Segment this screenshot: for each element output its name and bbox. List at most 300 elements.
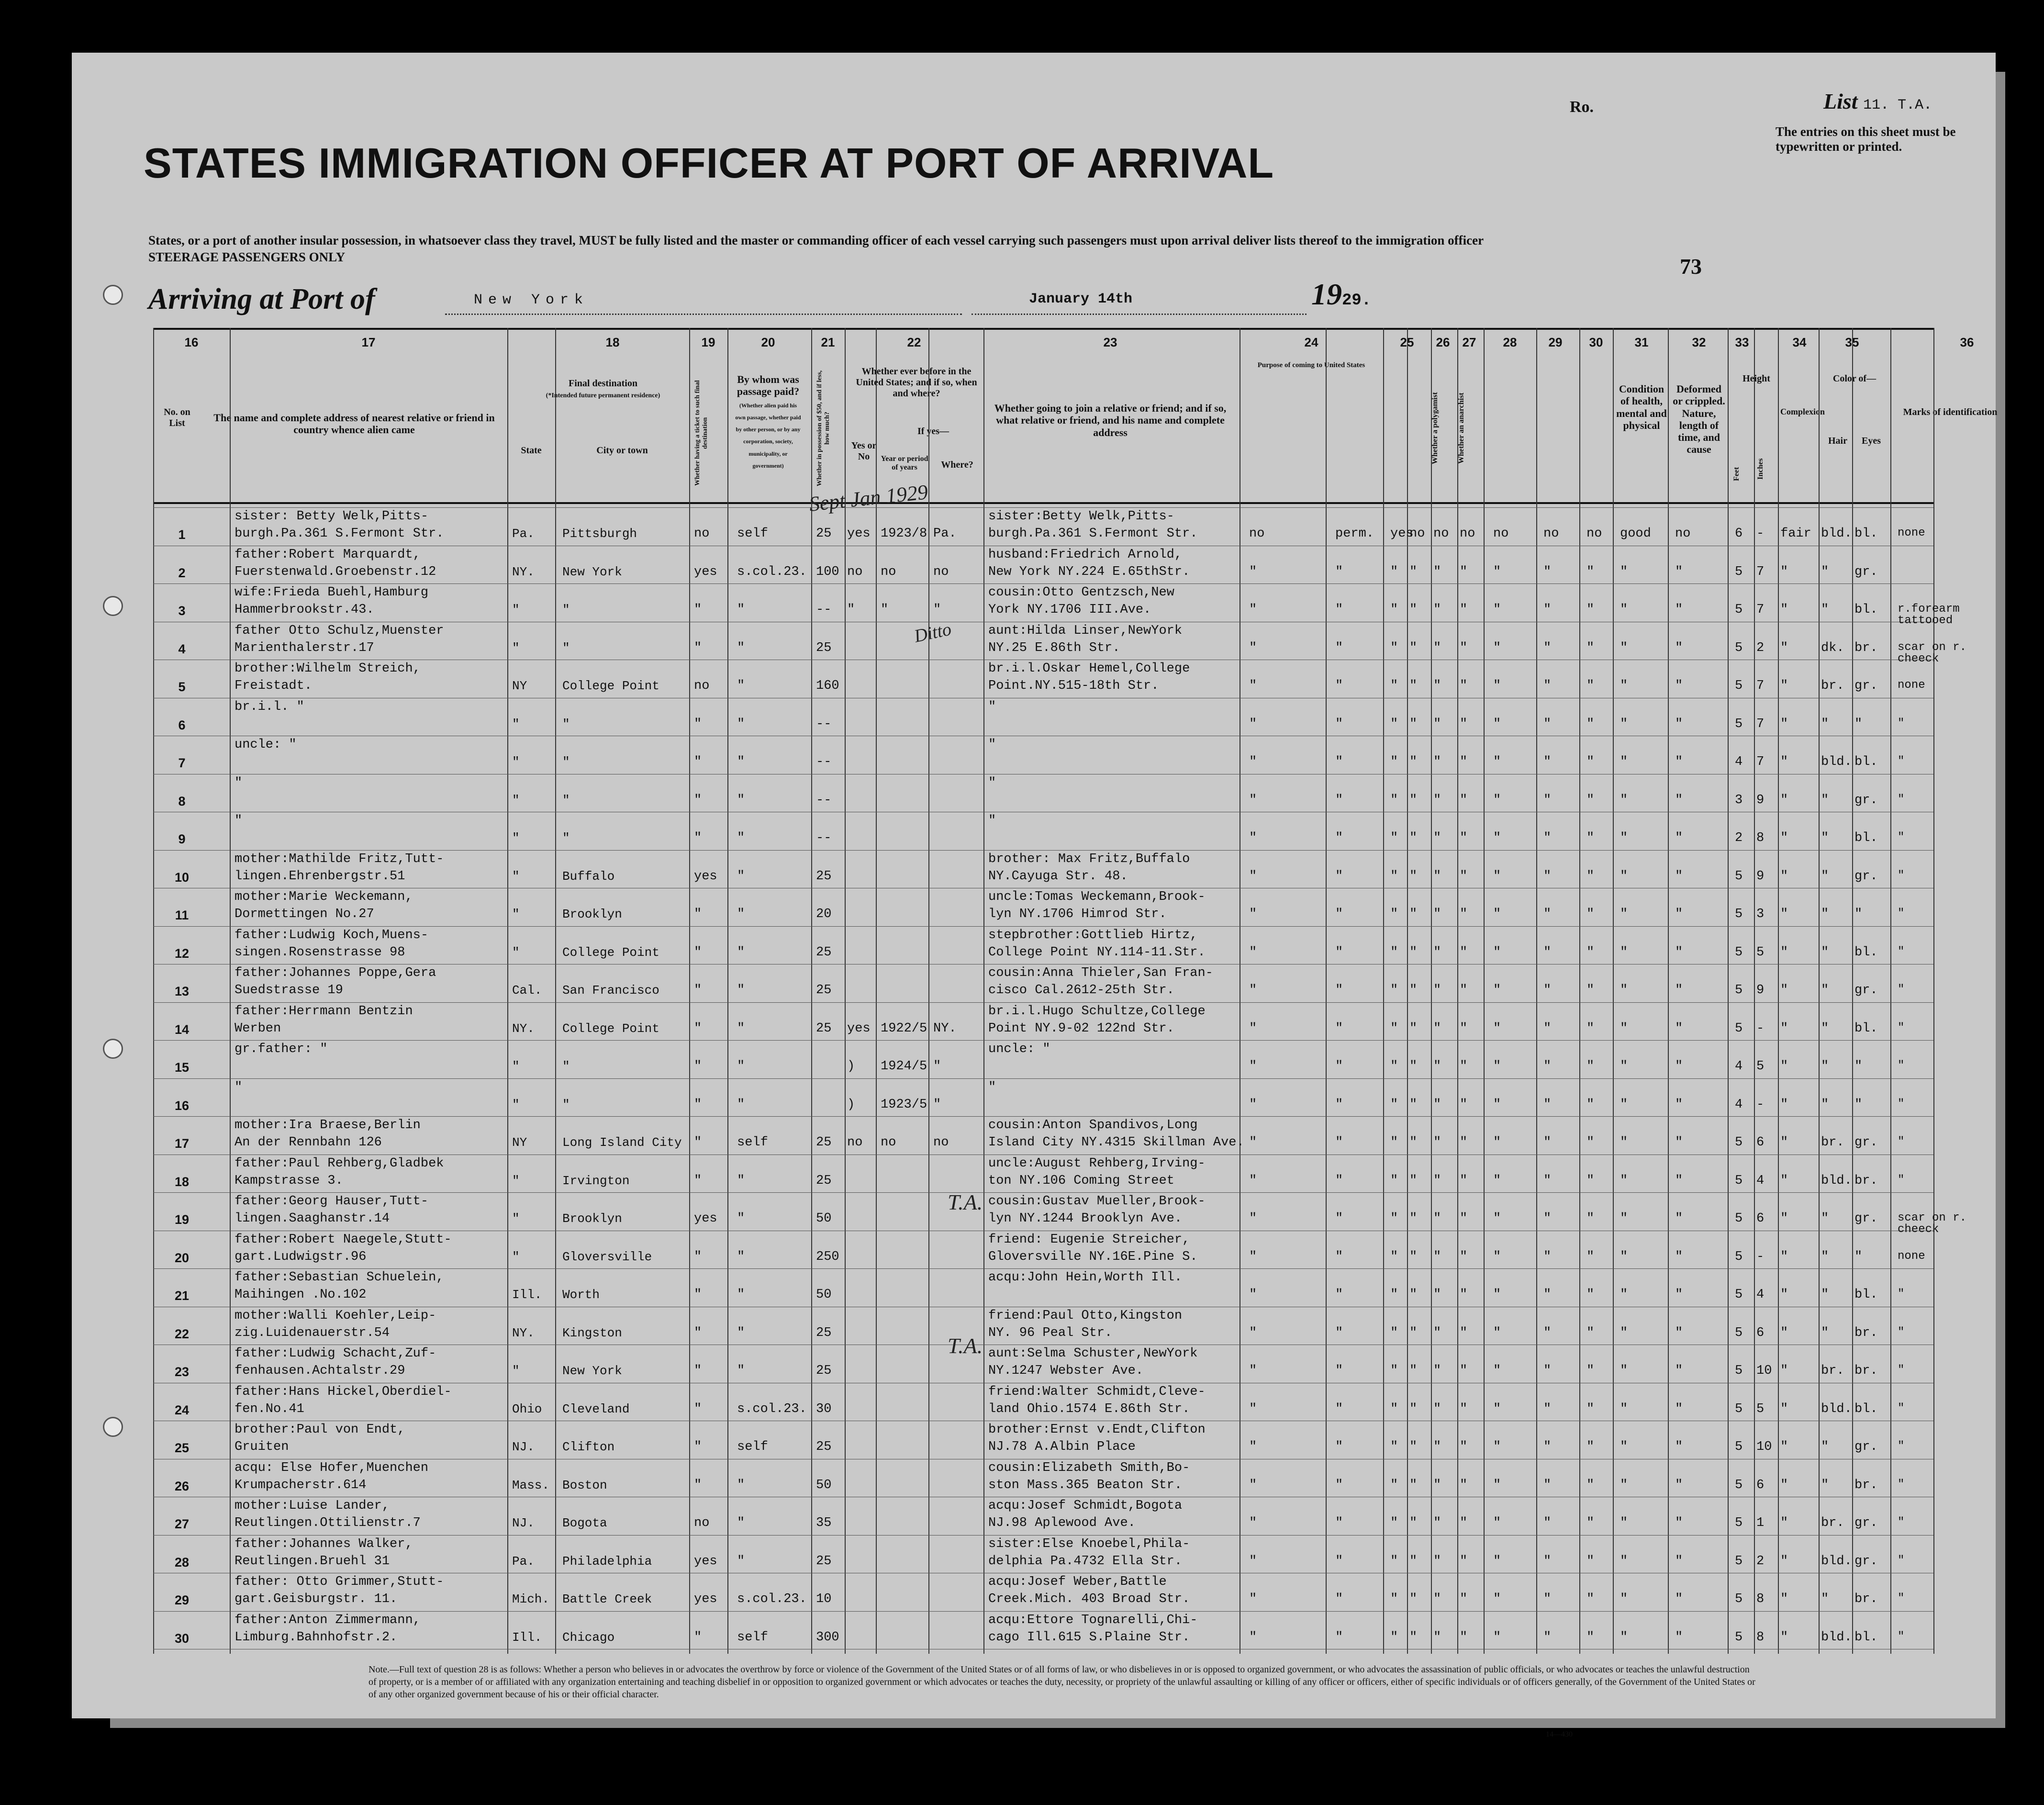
cell-hair: "	[1821, 603, 1829, 617]
cell-length: "	[1335, 717, 1343, 731]
cell-hair: "	[1821, 564, 1829, 579]
cell-eyes: "	[1854, 1059, 1863, 1074]
row-rule	[153, 926, 1933, 927]
cell-length: "	[1335, 945, 1343, 960]
cell-join1: br.i.l.Oskar Hemel,College	[988, 661, 1190, 676]
cell-in: 8	[1756, 1630, 1765, 1645]
cell-c30: "	[1586, 679, 1595, 693]
cell-purpose: no	[1249, 527, 1265, 541]
cell-city: New York	[562, 564, 622, 579]
cell-c26: "	[1433, 1211, 1441, 1226]
cell-join1: cousin:Anton Spandivos,Long	[988, 1118, 1198, 1132]
cell-ticket: yes	[694, 564, 717, 579]
column-rule	[1579, 328, 1580, 1654]
binder-hole	[103, 1417, 123, 1437]
cell-before: no	[847, 564, 863, 579]
cell-citizen: "	[1390, 1288, 1398, 1302]
cell-health: "	[1620, 1059, 1628, 1074]
cell-c29: "	[1543, 1288, 1552, 1302]
row-number: 9	[178, 832, 186, 846]
cell-length: "	[1335, 679, 1343, 693]
cell-money: --	[816, 793, 832, 807]
cell-deformed: "	[1675, 1059, 1683, 1074]
cell-deformed: no	[1675, 527, 1691, 541]
cell-hair: "	[1821, 1440, 1829, 1454]
column-number: 35	[1845, 335, 1859, 349]
cell-c25: "	[1409, 907, 1418, 921]
cell-ft: 3	[1735, 793, 1743, 807]
column-rule	[1431, 328, 1432, 1654]
col-before-us: Whether ever before in the United States; and if so, when and where?	[856, 366, 977, 399]
cell-deformed: "	[1675, 1288, 1683, 1302]
cell-money: 250	[816, 1249, 839, 1264]
cell-ft: 5	[1735, 640, 1743, 655]
cell-before: )	[847, 1097, 855, 1112]
cell-join2: Creek.Mich. 403 Broad Str.	[988, 1592, 1190, 1606]
cell-health: "	[1620, 1211, 1628, 1226]
cell-health: "	[1620, 717, 1628, 731]
cell-join2: burgh.Pa.361 S.Fermont Str.	[988, 527, 1198, 541]
cell-eyes: bl.	[1854, 831, 1878, 845]
cell-c30: "	[1586, 1097, 1595, 1112]
column-rule	[1613, 328, 1614, 1654]
cell-length: "	[1335, 640, 1343, 655]
cell-c27: "	[1460, 1364, 1468, 1378]
cell-health: "	[1620, 755, 1628, 769]
cell-health: "	[1620, 869, 1628, 884]
cell-city: Pittsburgh	[562, 527, 637, 541]
cell-state: NY	[512, 679, 527, 693]
cell-ticket: "	[694, 1059, 702, 1074]
cell-before: no	[847, 1135, 863, 1150]
cell-c26: "	[1433, 1630, 1441, 1645]
cell-deformed: "	[1675, 1440, 1683, 1454]
steerage-label: STEERAGE PASSENGERS ONLY	[148, 250, 346, 265]
cell-length: "	[1335, 1211, 1343, 1226]
cell-length: "	[1335, 1059, 1343, 1074]
cell-ft: 5	[1735, 1630, 1743, 1645]
cell-marks: "	[1898, 831, 1905, 844]
row-number: 7	[178, 756, 186, 770]
row-rule	[153, 1116, 1933, 1117]
cell-join1: sister:Else Knoebel,Phila-	[988, 1536, 1190, 1551]
cell-purpose: "	[1249, 1630, 1257, 1645]
cell-ticket: "	[694, 1364, 702, 1378]
cell-in: 10	[1756, 1440, 1772, 1454]
cell-join1: husband:Friedrich Arnold,	[988, 547, 1183, 562]
cell-rel2: lingen.Ehrenbergstr.51	[235, 869, 405, 884]
cell-where: "	[933, 1059, 941, 1074]
column-rule	[928, 328, 929, 1654]
cell-city: Long Island City	[562, 1135, 682, 1150]
col-final-destination: Final destination (*Intended future permanent residence)	[546, 378, 660, 399]
cell-c25: "	[1409, 1059, 1418, 1074]
cell-paid: self	[737, 527, 768, 541]
cell-c27: "	[1460, 1478, 1468, 1492]
cell-c30: "	[1586, 603, 1595, 617]
cell-length: "	[1335, 1364, 1343, 1378]
cell-rel2: Werben	[235, 1021, 281, 1036]
cell-c29: "	[1543, 869, 1552, 884]
cell-c27: "	[1460, 755, 1468, 769]
cell-city: San Francisco	[562, 983, 659, 998]
col-joining: Whether going to join a relative or friend; and if so, what relative or friend, and his name and complete address	[994, 402, 1227, 438]
cell-marks: "	[1898, 1630, 1905, 1643]
cell-citizen: "	[1390, 945, 1398, 960]
row-number: 26	[174, 1479, 190, 1493]
cell-hair: br.	[1821, 1364, 1844, 1378]
cell-ft: 5	[1735, 717, 1743, 731]
cell-purpose: "	[1249, 945, 1257, 960]
cell-city: Worth	[562, 1288, 600, 1302]
row-rule	[153, 1192, 1933, 1193]
cell-join2: Point.NY.515-18th Str.	[988, 679, 1159, 693]
cell-c25: "	[1409, 1325, 1418, 1340]
cell-rel1: father:Anton Zimmermann,	[235, 1613, 421, 1627]
cell-state: NJ.	[512, 1440, 535, 1454]
cell-paid: "	[737, 1364, 745, 1378]
cell-where: NY.	[933, 1021, 957, 1036]
cell-cx: fair	[1780, 527, 1811, 541]
cell-cx: "	[1780, 1592, 1788, 1606]
cell-length: "	[1335, 1288, 1343, 1302]
cell-c28: "	[1493, 679, 1501, 693]
cell-eyes: bl.	[1854, 1401, 1878, 1416]
cell-join1: friend: Eugenie Streicher,	[988, 1232, 1190, 1247]
cell-marks: "	[1898, 1325, 1905, 1339]
column-rule	[845, 328, 846, 1654]
cell-health: "	[1620, 603, 1628, 617]
cell-citizen: "	[1390, 1249, 1398, 1264]
cell-c29: "	[1543, 793, 1552, 807]
cell-city: "	[562, 793, 570, 807]
cell-rel1: father:Robert Marquardt,	[235, 547, 421, 562]
binder-hole	[103, 1039, 123, 1059]
cell-in: 5	[1756, 1401, 1765, 1416]
cell-rel2: Kampstrasse 3.	[235, 1173, 343, 1188]
cell-c27: no	[1460, 527, 1475, 541]
cell-c28: "	[1493, 1592, 1501, 1606]
cell-rel2: zig.Luidenauerstr.54	[235, 1325, 390, 1340]
cell-state: NY.	[512, 564, 535, 579]
row-number: 4	[178, 641, 186, 656]
cell-c26: "	[1433, 793, 1441, 807]
cell-c26: "	[1433, 1249, 1441, 1264]
cell-ticket: no	[694, 527, 710, 541]
col-polygamist: Whether a polygamist	[1431, 392, 1439, 465]
cell-c25: "	[1409, 1097, 1418, 1112]
row-rule	[153, 1040, 1933, 1041]
cell-state: Pa.	[512, 1554, 535, 1569]
cell-eyes: gr.	[1854, 983, 1878, 998]
cell-cx: "	[1780, 1325, 1788, 1340]
cell-length: "	[1335, 564, 1343, 579]
cell-c30: "	[1586, 1173, 1595, 1188]
col-where: Where?	[941, 460, 973, 470]
cell-eyes: bl.	[1854, 1021, 1878, 1036]
cell-c25: "	[1409, 1516, 1418, 1530]
cell-ft: 5	[1735, 1173, 1743, 1188]
row-rule	[153, 1611, 1933, 1612]
cell-c29: "	[1543, 1211, 1552, 1226]
cell-join1: friend:Walter Schmidt,Cleve-	[988, 1384, 1206, 1399]
cell-purpose: "	[1249, 907, 1257, 921]
cell-in: 2	[1756, 640, 1765, 655]
cell-purpose: "	[1249, 1097, 1257, 1112]
cell-c26: "	[1433, 679, 1441, 693]
cell-eyes: gr.	[1854, 1440, 1878, 1454]
col-year-period: Year or period of years	[881, 455, 928, 472]
col-color-of: Color of—	[1832, 373, 1876, 384]
cell-marks: "	[1898, 793, 1905, 806]
cell-c26: "	[1433, 1592, 1441, 1606]
cell-length: "	[1335, 907, 1343, 921]
cell-health: "	[1620, 1592, 1628, 1606]
cell-c30: no	[1586, 527, 1602, 541]
cell-purpose: "	[1249, 755, 1257, 769]
cell-marks: "	[1898, 1554, 1905, 1567]
cell-c25: "	[1409, 1288, 1418, 1302]
cell-c28: "	[1493, 640, 1501, 655]
cell-c30: "	[1586, 793, 1595, 807]
column-rule	[1536, 328, 1537, 1654]
cell-rel1: mother:Mathilde Fritz,Tutt-	[235, 852, 444, 866]
cell-health: "	[1620, 1401, 1628, 1416]
cell-ft: 2	[1735, 831, 1743, 845]
cell-c27: "	[1460, 1211, 1468, 1226]
cell-ft: 5	[1735, 1249, 1743, 1264]
cell-rel1: mother:Ira Braese,Berlin	[235, 1118, 421, 1132]
cell-purpose: "	[1249, 1249, 1257, 1264]
cell-deformed: "	[1675, 1325, 1683, 1340]
cell-deformed: "	[1675, 755, 1683, 769]
cell-c27: "	[1460, 1288, 1468, 1302]
cell-ticket: "	[694, 717, 702, 731]
cell-c28: "	[1493, 907, 1501, 921]
cell-c28: "	[1493, 1516, 1501, 1530]
cell-in: 10	[1756, 1364, 1772, 1378]
cell-citizen: "	[1390, 1097, 1398, 1112]
cell-c29: "	[1543, 1401, 1552, 1416]
cell-length: "	[1335, 1401, 1343, 1416]
cell-c28: "	[1493, 564, 1501, 579]
cell-c27: "	[1460, 1021, 1468, 1036]
cell-c27: "	[1460, 1554, 1468, 1569]
cell-ticket: "	[694, 603, 702, 617]
cell-citizen: "	[1390, 1401, 1398, 1416]
cell-join2: York NY.1706 III.Ave.	[988, 603, 1151, 617]
cell-hair: "	[1821, 1021, 1829, 1036]
cell-c25: no	[1409, 527, 1425, 541]
cell-marks: "	[1898, 1592, 1905, 1605]
cell-cx: "	[1780, 1173, 1788, 1188]
cell-join2: NY.Cayuga Str. 48.	[988, 869, 1128, 884]
cell-cx: "	[1780, 983, 1788, 998]
cell-c28: "	[1493, 1440, 1501, 1454]
cell-health: "	[1620, 1364, 1628, 1378]
cell-join2: Island City NY.4315 Skillman Ave.	[988, 1135, 1244, 1150]
binder-hole	[103, 285, 123, 305]
cell-eyes: br.	[1854, 1173, 1878, 1188]
cell-c28: "	[1493, 831, 1501, 845]
row-number: 15	[174, 1060, 190, 1075]
column-number: 34	[1792, 335, 1807, 349]
cell-c29: "	[1543, 1630, 1552, 1645]
cell-state: Cal.	[512, 983, 542, 998]
cell-paid: "	[737, 1325, 745, 1340]
cell-money: 160	[816, 679, 839, 693]
cell-c30: "	[1586, 1364, 1595, 1378]
cell-ticket: yes	[694, 1592, 717, 1606]
column-rule	[153, 328, 154, 1654]
cell-join2: College Point NY.114-11.Str.	[988, 945, 1206, 960]
row-number: 22	[174, 1326, 190, 1341]
cell-c26: "	[1433, 907, 1441, 921]
cell-c30: "	[1586, 1135, 1595, 1150]
cell-c28: "	[1493, 1173, 1501, 1188]
cell-join1: "	[988, 699, 996, 714]
cell-c26: "	[1433, 1516, 1441, 1530]
cell-paid: "	[737, 1516, 745, 1530]
cell-c29: no	[1543, 527, 1559, 541]
cell-paid: "	[737, 869, 745, 884]
cell-citizen: "	[1390, 1173, 1398, 1188]
cell-rel2: Gruiten	[235, 1440, 289, 1454]
cell-c26: "	[1433, 1097, 1441, 1112]
cell-state: Ill.	[512, 1630, 542, 1645]
handwritten-ta-1: T.A.	[948, 1190, 983, 1214]
cell-join2: NY.25 E.86th Str.	[988, 640, 1120, 655]
row-number: 18	[174, 1174, 190, 1189]
cell-rel2: gart.Geisburgstr. 11.	[235, 1592, 398, 1606]
cell-citizen: "	[1390, 1516, 1398, 1530]
cell-c27: "	[1460, 564, 1468, 579]
cell-city: "	[562, 717, 570, 731]
cell-in: 9	[1756, 983, 1765, 998]
col-possession: Whether in possession of $50, and if less, how much?	[816, 370, 831, 487]
cell-c28: "	[1493, 793, 1501, 807]
cell-rel1: sister: Betty Welk,Pitts-	[235, 509, 429, 524]
port-line	[445, 314, 962, 315]
cell-in: 9	[1756, 793, 1765, 807]
cell-c25: "	[1409, 1630, 1418, 1645]
cell-join1: cousin:Gustav Mueller,Brook-	[988, 1194, 1206, 1209]
cell-deformed: "	[1675, 1021, 1683, 1036]
cell-c29: "	[1543, 1364, 1552, 1378]
cell-city: College Point	[562, 945, 659, 960]
cell-join2: lyn NY.1706 Himrod Str.	[988, 907, 1167, 921]
cell-length: "	[1335, 1097, 1343, 1112]
cell-rel2: lingen.Saaghanstr.14	[235, 1211, 390, 1226]
cell-marks: "	[1898, 1173, 1905, 1187]
cell-city: New York	[562, 1364, 622, 1378]
cell-marks: "	[1898, 1135, 1905, 1148]
row-rule	[153, 1002, 1933, 1003]
cell-c25: "	[1409, 755, 1418, 769]
cell-length: "	[1335, 1135, 1343, 1150]
cell-marks: "	[1898, 1097, 1905, 1110]
cell-money: --	[816, 831, 832, 845]
cell-ft: 5	[1735, 1478, 1743, 1492]
column-number: 27	[1462, 335, 1476, 349]
cell-state: "	[512, 640, 520, 655]
cell-city: College Point	[562, 1021, 659, 1036]
cell-ft: 6	[1735, 527, 1743, 541]
cell-join2: cisco Cal.2612-25th Str.	[988, 983, 1174, 998]
cell-citizen: "	[1390, 1364, 1398, 1378]
cell-marks: "	[1898, 1478, 1905, 1491]
cell-health: "	[1620, 564, 1628, 579]
cell-join1: uncle:August Rehberg,Irving-	[988, 1156, 1206, 1171]
row-rule	[153, 583, 1933, 584]
cell-join1: sister:Betty Welk,Pitts-	[988, 509, 1174, 524]
cell-citizen: "	[1390, 1630, 1398, 1645]
column-number: 29	[1548, 335, 1563, 349]
cell-c27: "	[1460, 1135, 1468, 1150]
cell-c25: "	[1409, 1364, 1418, 1378]
cell-marks: scar on r. cheeck	[1898, 640, 1967, 665]
cell-city: "	[562, 831, 570, 845]
cell-rel1: father:Ludwig Schacht,Zuf-	[235, 1346, 436, 1361]
cell-c27: "	[1460, 945, 1468, 960]
cell-ticket: "	[694, 945, 702, 960]
cell-c26: "	[1433, 983, 1441, 998]
cell-paid: "	[737, 1097, 745, 1112]
cell-before: )	[847, 1059, 855, 1074]
cell-ticket: "	[694, 1249, 702, 1264]
cell-rel1: mother:Luise Lander,	[235, 1499, 390, 1513]
cell-c28: "	[1493, 1630, 1501, 1645]
cell-marks: "	[1898, 1288, 1905, 1300]
date-line	[972, 314, 1307, 315]
cell-c27: "	[1460, 907, 1468, 921]
cell-rel2: Fuerstenwald.Groebenstr.12	[235, 564, 436, 579]
cell-health: good	[1620, 527, 1651, 541]
cell-city: Bogota	[562, 1516, 607, 1530]
cell-cx: "	[1780, 717, 1788, 731]
typewritten-note: The entries on this sheet must be typewritten or printed.	[1776, 124, 1956, 154]
cell-hair: "	[1821, 1478, 1829, 1492]
cell-join2: cago Ill.615 S.Plaine Str.	[988, 1630, 1190, 1645]
cell-purpose: "	[1249, 1364, 1257, 1378]
cell-money: 300	[816, 1630, 839, 1645]
cell-marks: "	[1898, 1516, 1905, 1529]
cell-health: "	[1620, 1173, 1628, 1188]
cell-c28: no	[1493, 527, 1509, 541]
cell-rel1: acqu: Else Hofer,Muenchen	[235, 1460, 429, 1475]
cell-c30: "	[1586, 1478, 1595, 1492]
cell-length: "	[1335, 1173, 1343, 1188]
cell-rel1: gr.father: "	[235, 1042, 328, 1056]
cell-c25: "	[1409, 1249, 1418, 1264]
cell-deformed: "	[1675, 1592, 1683, 1606]
cell-city: Battle Creek	[562, 1592, 652, 1606]
cell-paid: "	[737, 640, 745, 655]
cell-money: 25	[816, 945, 832, 960]
cell-paid: "	[737, 983, 745, 998]
cell-c29: "	[1543, 831, 1552, 845]
cell-in: 3	[1756, 907, 1765, 921]
cell-c28: "	[1493, 869, 1501, 884]
column-number: 16	[184, 335, 199, 349]
column-number: 22	[907, 335, 921, 349]
row-number: 3	[178, 604, 186, 618]
cell-c29: "	[1543, 603, 1552, 617]
cell-citizen: "	[1390, 1592, 1398, 1606]
cell-c28: "	[1493, 1364, 1501, 1378]
cell-ticket: "	[694, 1401, 702, 1416]
cell-join2: Point NY.9-02 122nd Str.	[988, 1021, 1174, 1036]
